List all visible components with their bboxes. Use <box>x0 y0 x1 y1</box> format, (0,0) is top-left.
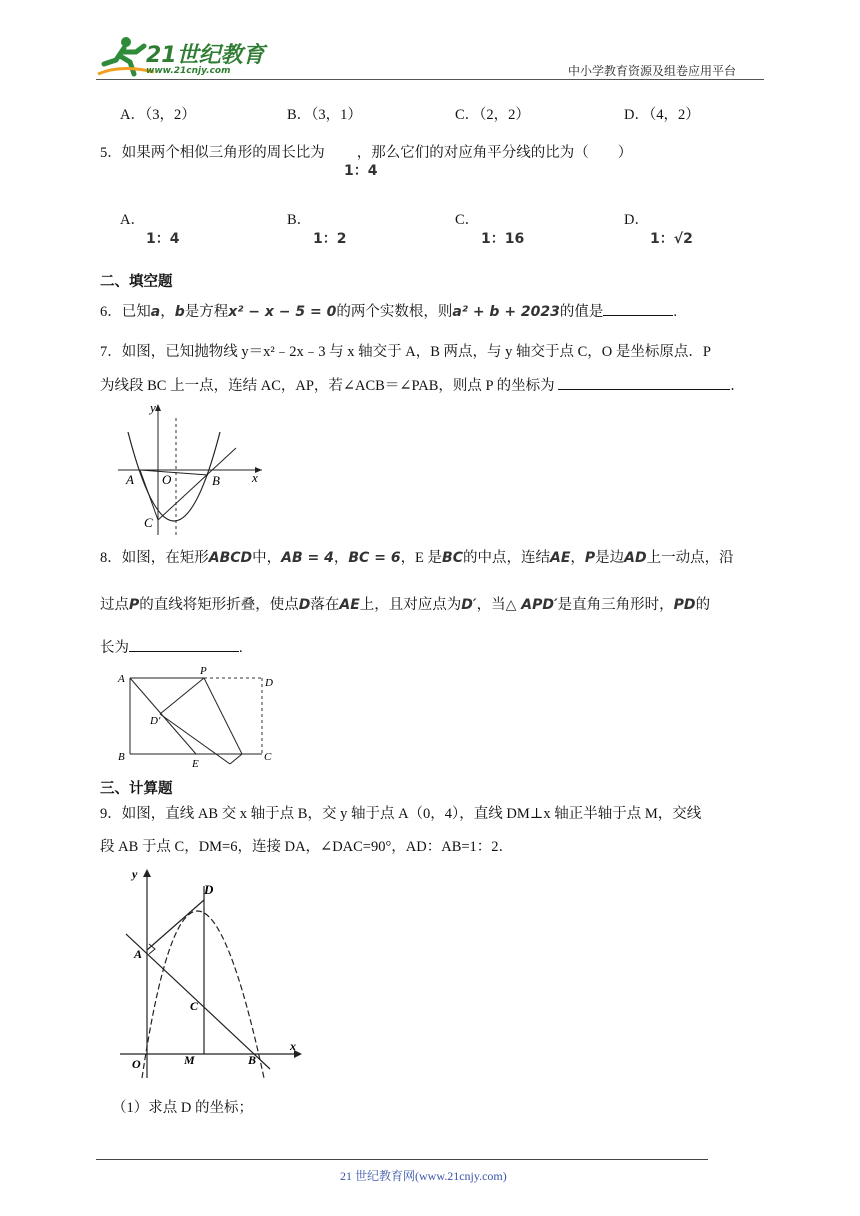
q9-label-c: C <box>190 999 199 1013</box>
header-rule <box>96 79 764 80</box>
q8-label-dprime: D′ <box>150 715 161 727</box>
q5-option-d-value: 1：√2 <box>650 231 693 247</box>
q8-rectangle-figure <box>112 664 282 774</box>
q8-text-token: 是直角三角形时， <box>557 597 674 613</box>
q5-option-c-label: C． <box>455 212 480 228</box>
q8-line3: 长为 . <box>100 637 243 658</box>
q8-line1 <box>100 548 734 568</box>
q8-line2 <box>100 595 710 615</box>
q7-label-b: B <box>212 473 220 488</box>
q5-stem: 5．如果两个相似三角形的周长比为 ，那么它们的对应角平分线的比为（ ） <box>100 145 633 161</box>
q6-stem: 6．已知a，b是方程x² − x − 5 = 0的两个实数根，则a² + b + 2023的值是 . <box>100 301 677 322</box>
q8-text-token: 的直线将矩形折叠，使点 <box>139 597 299 613</box>
q8-label-a: A <box>118 673 125 685</box>
section-title-fill-blank: 二、填空题 <box>100 274 173 290</box>
q8-math-token: BC <box>442 550 463 566</box>
q5-option-c-value: 1：16 <box>481 231 525 247</box>
q8-text-token: ，当 <box>476 597 506 613</box>
q4-option-a: A．（3，2） <box>120 107 196 123</box>
q9-label-o: O <box>132 1057 141 1071</box>
q8-text-token: 上，且对应点为 <box>359 597 462 613</box>
q8-text-token: 落在 <box>310 597 340 613</box>
q8-label-c: C <box>264 751 272 763</box>
q7-label-x: x <box>252 470 258 485</box>
q5-option-b-label: B． <box>287 212 312 228</box>
q9-figure <box>112 864 312 1084</box>
q5-ratio: 1：4 <box>344 163 378 179</box>
q8-label-e: E <box>192 758 199 770</box>
q5-option-b-value: 1：2 <box>313 231 347 247</box>
q9-line1: 9．如图，直线 AB 交 x 轴于点 B，交 y 轴于点 A（0，4），直线 DM⊥x 轴正半轴于点 M，交线 <box>100 806 702 822</box>
q8-math-token: △ APD′ <box>505 597 558 613</box>
q8-math-token: AE <box>339 597 360 613</box>
footer-rule <box>96 1159 708 1160</box>
section-title-calculation: 三、计算题 <box>100 781 173 797</box>
q9-label-x: x <box>290 1039 296 1053</box>
q8-text-token: ，E 是 <box>400 550 443 566</box>
q9-subquestion-1: （1）求点 D 的坐标； <box>112 1100 253 1116</box>
q8-label-b: B <box>118 751 125 763</box>
q9-line2: 段 AB 于点 C，DM=6，连接 DA，∠DAC=90°，AD：AB=1：2． <box>100 839 514 855</box>
q8-math-token: P <box>584 550 596 566</box>
q8-math-token: ABCD <box>208 550 253 566</box>
q7-label-y: y <box>150 400 156 415</box>
footer-text: 21 世纪教育网(www.21cnjy.com) <box>340 1169 507 1183</box>
q6-answer-blank <box>603 301 673 316</box>
q5-option-a-value: 1：4 <box>146 231 180 247</box>
q7-label-o: O <box>162 472 172 487</box>
q8-answer-blank <box>129 637 239 652</box>
q9-label-y: y <box>132 867 138 881</box>
q8-math-token: BC = 6 <box>348 550 401 566</box>
q8-math-token: D <box>298 597 311 613</box>
q5-option-a-label: A． <box>120 212 145 228</box>
logo-sub-text: www.21cnjy.com <box>146 66 231 76</box>
q8-math-token: AD <box>624 550 647 566</box>
q4-option-c: C．（2，2） <box>455 107 530 123</box>
q8-math-token: PD <box>673 597 696 613</box>
logo-main-text: 21世纪教育 <box>146 43 265 68</box>
q8-text-token: 过点 <box>100 597 129 613</box>
q8-math-token: P <box>129 597 140 613</box>
q9-label-m: M <box>184 1053 195 1067</box>
q8-text-token: 上一动点，沿 <box>646 550 734 566</box>
q8-math-token: AE <box>550 550 571 566</box>
q8-math-token: AB = 4 <box>281 550 334 566</box>
q7-parabola-figure <box>112 400 272 540</box>
q4-option-d: D．（4，2） <box>624 107 700 123</box>
q8-text-token: ， <box>570 550 585 566</box>
q9-label-a: A <box>134 947 143 961</box>
q5-option-d-label: D． <box>624 212 649 228</box>
header-right-text: 中小学教育资源及组卷应用平台 <box>568 64 737 78</box>
q8-text-token: 是边 <box>595 550 625 566</box>
q8-text-token: 的 <box>695 597 711 613</box>
q9-label-d: D <box>204 882 214 897</box>
q7-label-c: C <box>144 515 153 530</box>
q8-text-token: ， <box>333 550 349 566</box>
q7-line2: 为线段 BC 上一点，连结 AC，AP，若∠ACB＝∠PAB，则点 P 的坐标为 ． <box>100 375 745 396</box>
q7-answer-blank <box>558 375 730 390</box>
q8-text-token: 中， <box>252 550 282 566</box>
q7-label-a: A <box>126 472 134 487</box>
header-logo <box>96 34 266 80</box>
q8-text-token: 8．如图，在矩形 <box>100 550 209 566</box>
q8-label-p: P <box>200 665 207 677</box>
q8-label-d: D <box>265 677 273 689</box>
q9-label-b: B <box>248 1053 257 1067</box>
q4-option-b: B．（3，1） <box>287 107 362 123</box>
q8-text-token: 的中点，连结 <box>463 550 550 566</box>
q7-line1: 7．如图，已知抛物线 y＝x²﹣2x﹣3 与 x 轴交于 A，B 两点，与 y 轴交于点 C，O 是坐标原点．P <box>100 344 711 360</box>
q8-math-token: D′ <box>461 597 477 613</box>
